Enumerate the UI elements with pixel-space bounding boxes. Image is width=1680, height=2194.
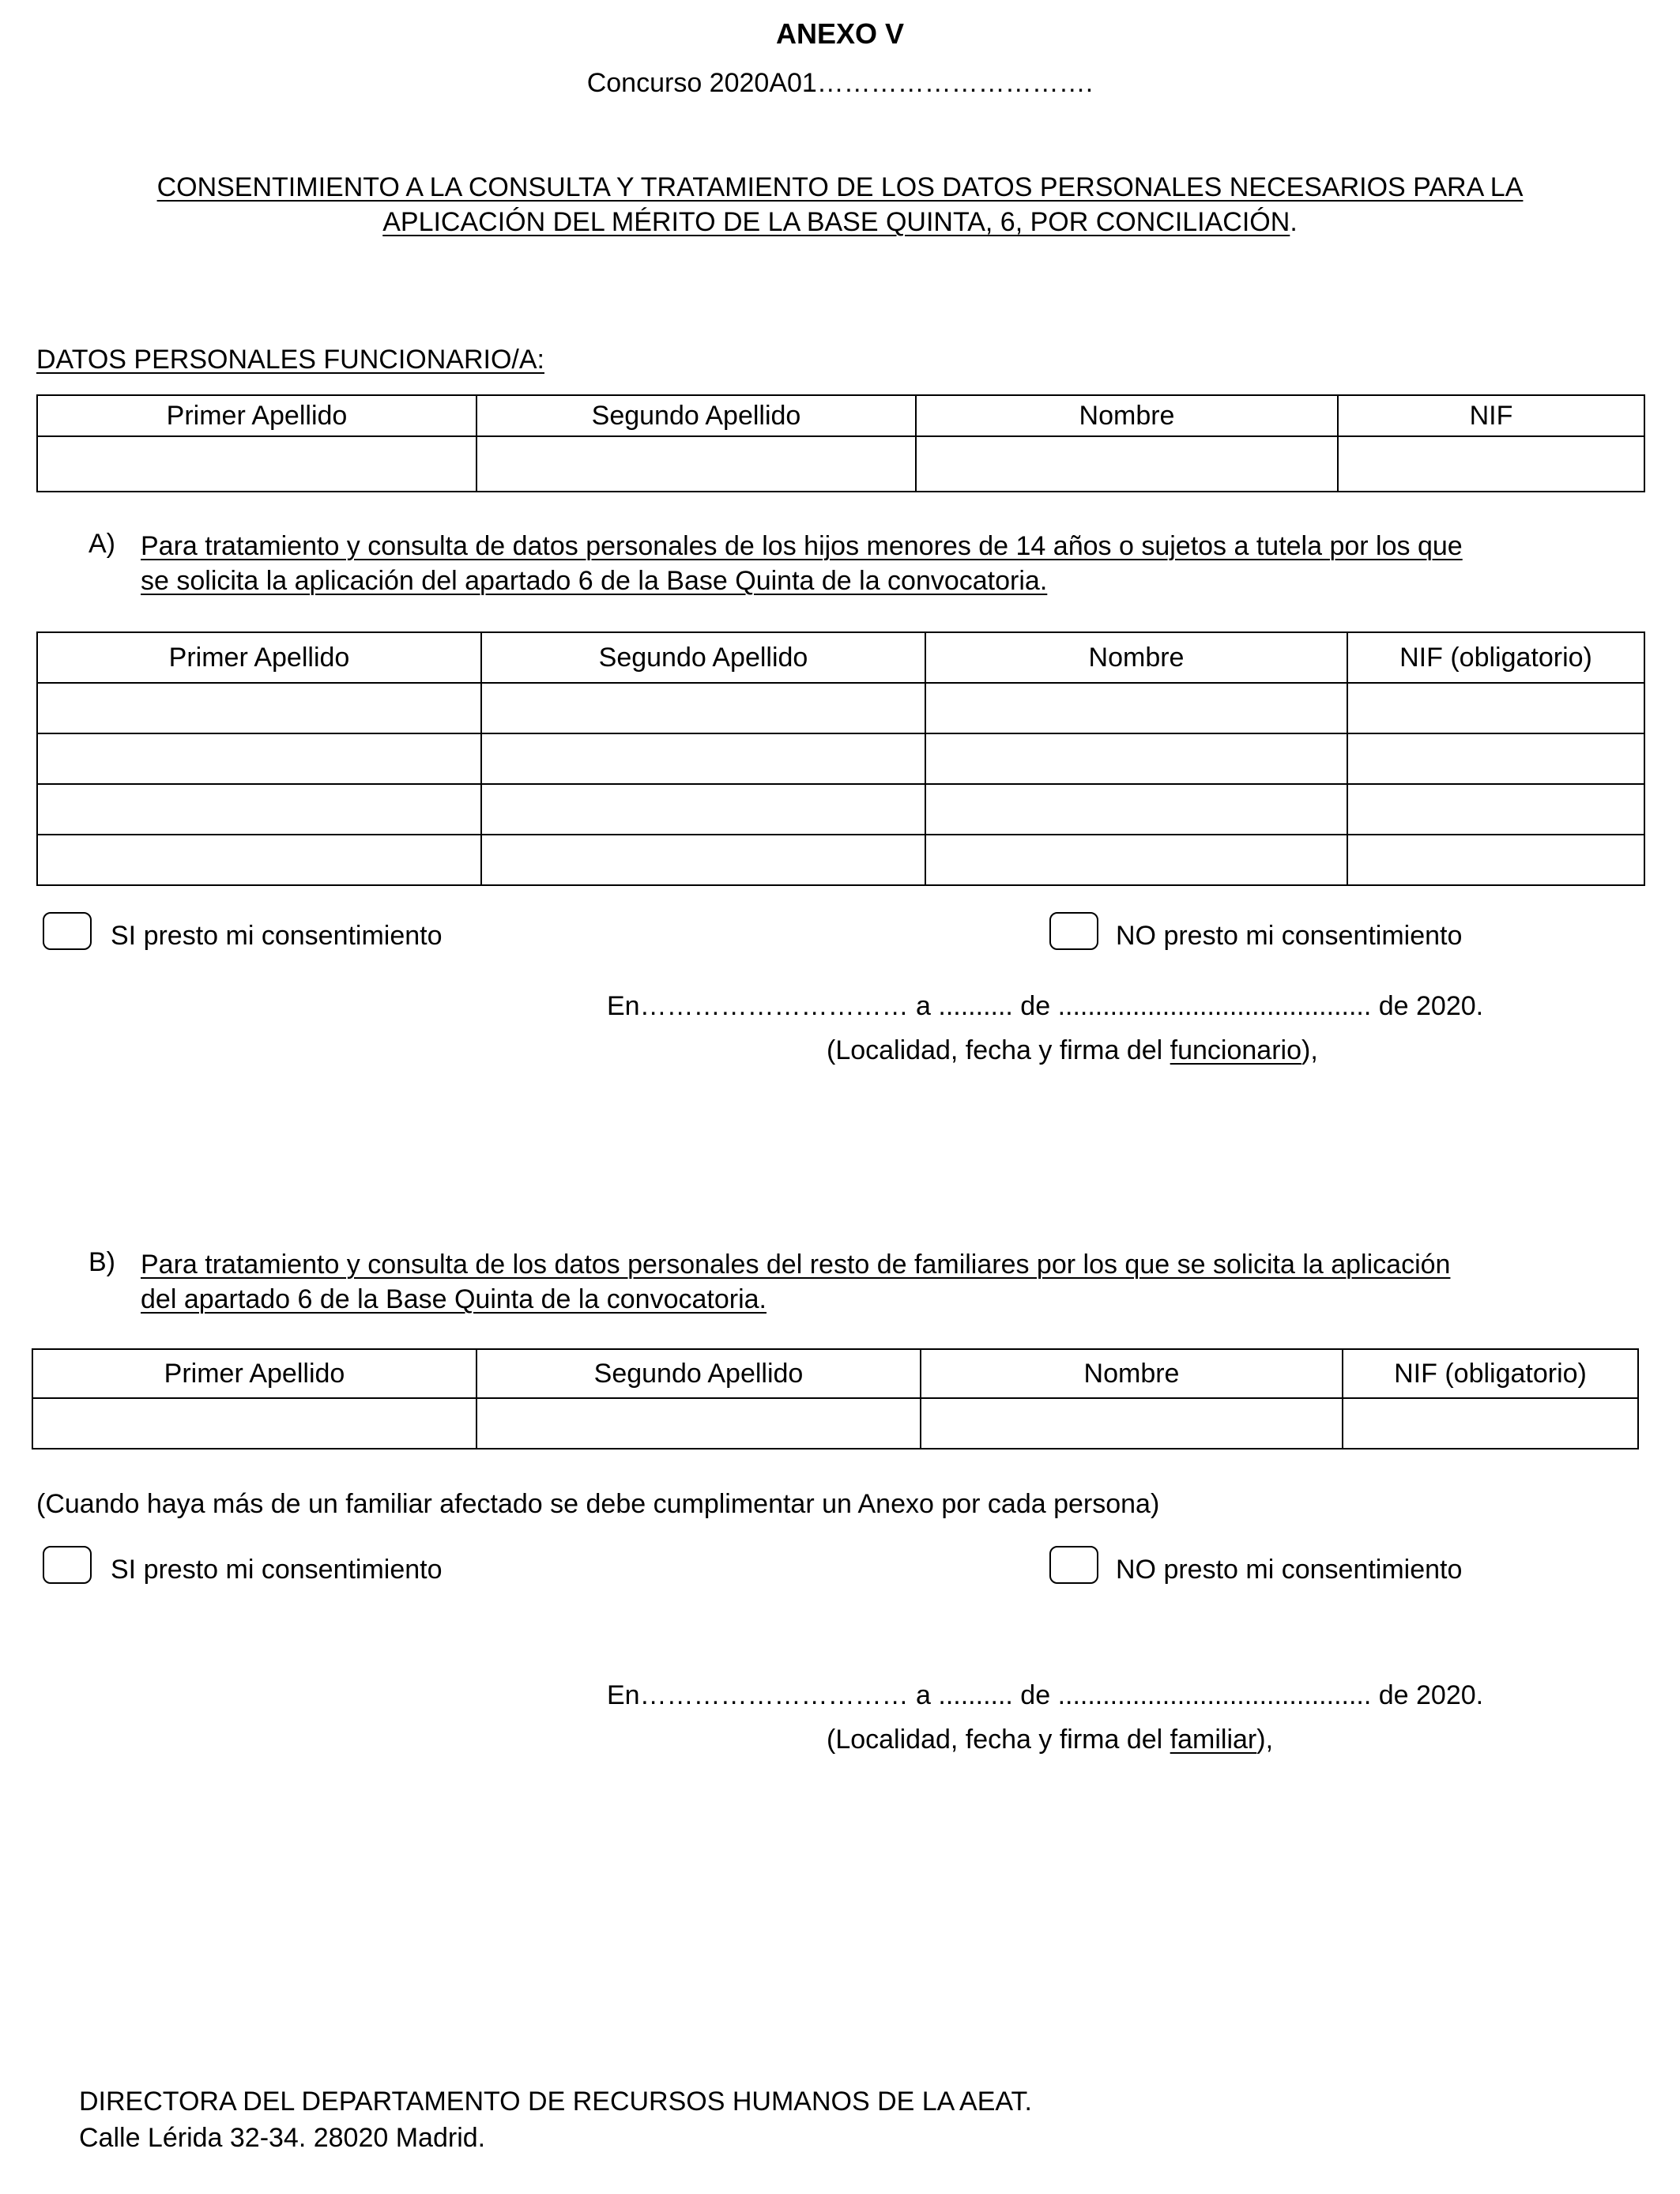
section-a-text-line2: se solicita la aplicación del apartado 6 de la Base Quinta de la convocatoria. — [141, 566, 1048, 596]
table-row — [37, 784, 1644, 835]
name-cell[interactable] — [925, 784, 1347, 835]
second-surname-cell[interactable] — [481, 835, 925, 885]
section-b-text-line1: Para tratamiento y consulta de los datos personales del resto de familiares por los que se solicita la aplicación — [141, 1250, 1451, 1280]
consent-yes-label-b: SI presto mi consentimiento — [111, 1555, 443, 1585]
column-header: NIF (obligatorio) — [1343, 1349, 1638, 1398]
table-row — [37, 683, 1644, 733]
section-a-letter: A) — [89, 529, 115, 559]
second-surname-cell[interactable] — [477, 436, 916, 492]
name-cell[interactable] — [925, 683, 1347, 733]
table-header-row — [37, 395, 1644, 436]
first-surname-cell[interactable] — [37, 683, 481, 733]
table-header-row — [37, 632, 1644, 683]
nif-cell[interactable] — [1347, 733, 1644, 784]
second-surname-cell[interactable] — [481, 733, 925, 784]
nif-cell[interactable] — [1347, 683, 1644, 733]
consent-yes-checkbox-b[interactable] — [43, 1546, 92, 1584]
table-header-row — [32, 1349, 1638, 1398]
nif-cell[interactable] — [1347, 835, 1644, 885]
nif-cell[interactable] — [1343, 1398, 1638, 1449]
signature-note-b — [827, 1725, 1273, 1755]
second-surname-cell[interactable] — [481, 683, 925, 733]
consent-no-checkbox-a[interactable] — [1049, 912, 1098, 950]
column-header: Segundo Apellido — [477, 1349, 921, 1398]
name-cell[interactable] — [916, 436, 1338, 492]
name-cell[interactable] — [925, 835, 1347, 885]
footer-address: Calle Lérida 32-34. 28020 Madrid. — [79, 2123, 486, 2153]
footer-recipient: DIRECTORA DEL DEPARTAMENTO DE RECURSOS HUMANOS DE LA AEAT. — [79, 2087, 1033, 2117]
table-row — [37, 835, 1644, 885]
relatives-data-table — [32, 1348, 1639, 1449]
signature-suffix: ), — [1301, 1035, 1318, 1065]
column-header: Nombre — [921, 1349, 1343, 1398]
column-header: Segundo Apellido — [481, 632, 925, 683]
date-line-a: En………………………… a .......... de .......................................... de 2020. — [607, 991, 1484, 1021]
consent-heading-line2 — [0, 207, 1680, 238]
personal-data-label: DATOS PERSONALES FUNCIONARIO/A: — [36, 345, 544, 375]
column-header: NIF — [1338, 395, 1644, 436]
consent-yes-checkbox-a[interactable] — [43, 912, 92, 950]
consent-no-checkbox-b[interactable] — [1049, 1546, 1098, 1584]
contest-reference: Concurso 2020A01…………………………. — [586, 68, 1094, 98]
personal-data-table — [36, 394, 1645, 492]
consent-heading-line1: CONSENTIMIENTO A LA CONSULTA Y TRATAMIENTO DE LOS DATOS PERSONALES NECESARIOS PARA LA — [156, 172, 1524, 202]
consent-yes-label-a: SI presto mi consentimiento — [111, 921, 443, 951]
column-header: Primer Apellido — [37, 632, 481, 683]
table-row — [32, 1398, 1638, 1449]
section-b-text-line2: del apartado 6 de la Base Quinta de la convocatoria. — [141, 1284, 767, 1314]
signature-prefix: (Localidad, fecha y firma del — [827, 1035, 1170, 1065]
consent-heading-line2-text: APLICACIÓN DEL MÉRITO DE LA BASE QUINTA, 6, POR CONCILIACIÓN — [382, 207, 1290, 237]
second-surname-cell[interactable] — [477, 1398, 921, 1449]
name-cell[interactable] — [925, 733, 1347, 784]
table-row — [37, 436, 1644, 492]
nif-cell[interactable] — [1338, 436, 1644, 492]
first-surname-cell[interactable] — [37, 733, 481, 784]
first-surname-cell[interactable] — [37, 436, 477, 492]
consent-no-label-a: NO presto mi consentimiento — [1116, 921, 1463, 951]
first-surname-cell[interactable] — [37, 784, 481, 835]
first-surname-cell[interactable] — [32, 1398, 477, 1449]
table-row — [37, 733, 1644, 784]
signature-suffix: ), — [1256, 1725, 1274, 1755]
annex-title: ANEXO V — [775, 17, 905, 50]
signature-note-a — [827, 1035, 1318, 1066]
children-data-table — [36, 631, 1645, 886]
column-header: Nombre — [925, 632, 1347, 683]
column-header: Primer Apellido — [32, 1349, 477, 1398]
consent-heading-period: . — [1290, 207, 1298, 237]
signature-role: funcionario — [1170, 1035, 1302, 1065]
signature-prefix: (Localidad, fecha y firma del — [827, 1725, 1170, 1755]
consent-no-label-b: NO presto mi consentimiento — [1116, 1555, 1463, 1585]
first-surname-cell[interactable] — [37, 835, 481, 885]
section-a-text-line1: Para tratamiento y consulta de datos personales de los hijos menores de 14 años o sujetos a tutela por los que — [141, 531, 1463, 561]
name-cell[interactable] — [921, 1398, 1343, 1449]
column-header: Nombre — [916, 395, 1338, 436]
relatives-note: (Cuando haya más de un familiar afectado se debe cumplimentar un Anexo por cada persona) — [36, 1489, 1160, 1519]
section-b-letter: B) — [89, 1247, 115, 1277]
nif-cell[interactable] — [1347, 784, 1644, 835]
date-line-b: En………………………… a .......... de .......................................... de 2020. — [607, 1680, 1484, 1710]
column-header: NIF (obligatorio) — [1347, 632, 1644, 683]
second-surname-cell[interactable] — [481, 784, 925, 835]
signature-role: familiar — [1170, 1725, 1257, 1755]
column-header: Segundo Apellido — [477, 395, 916, 436]
column-header: Primer Apellido — [37, 395, 477, 436]
